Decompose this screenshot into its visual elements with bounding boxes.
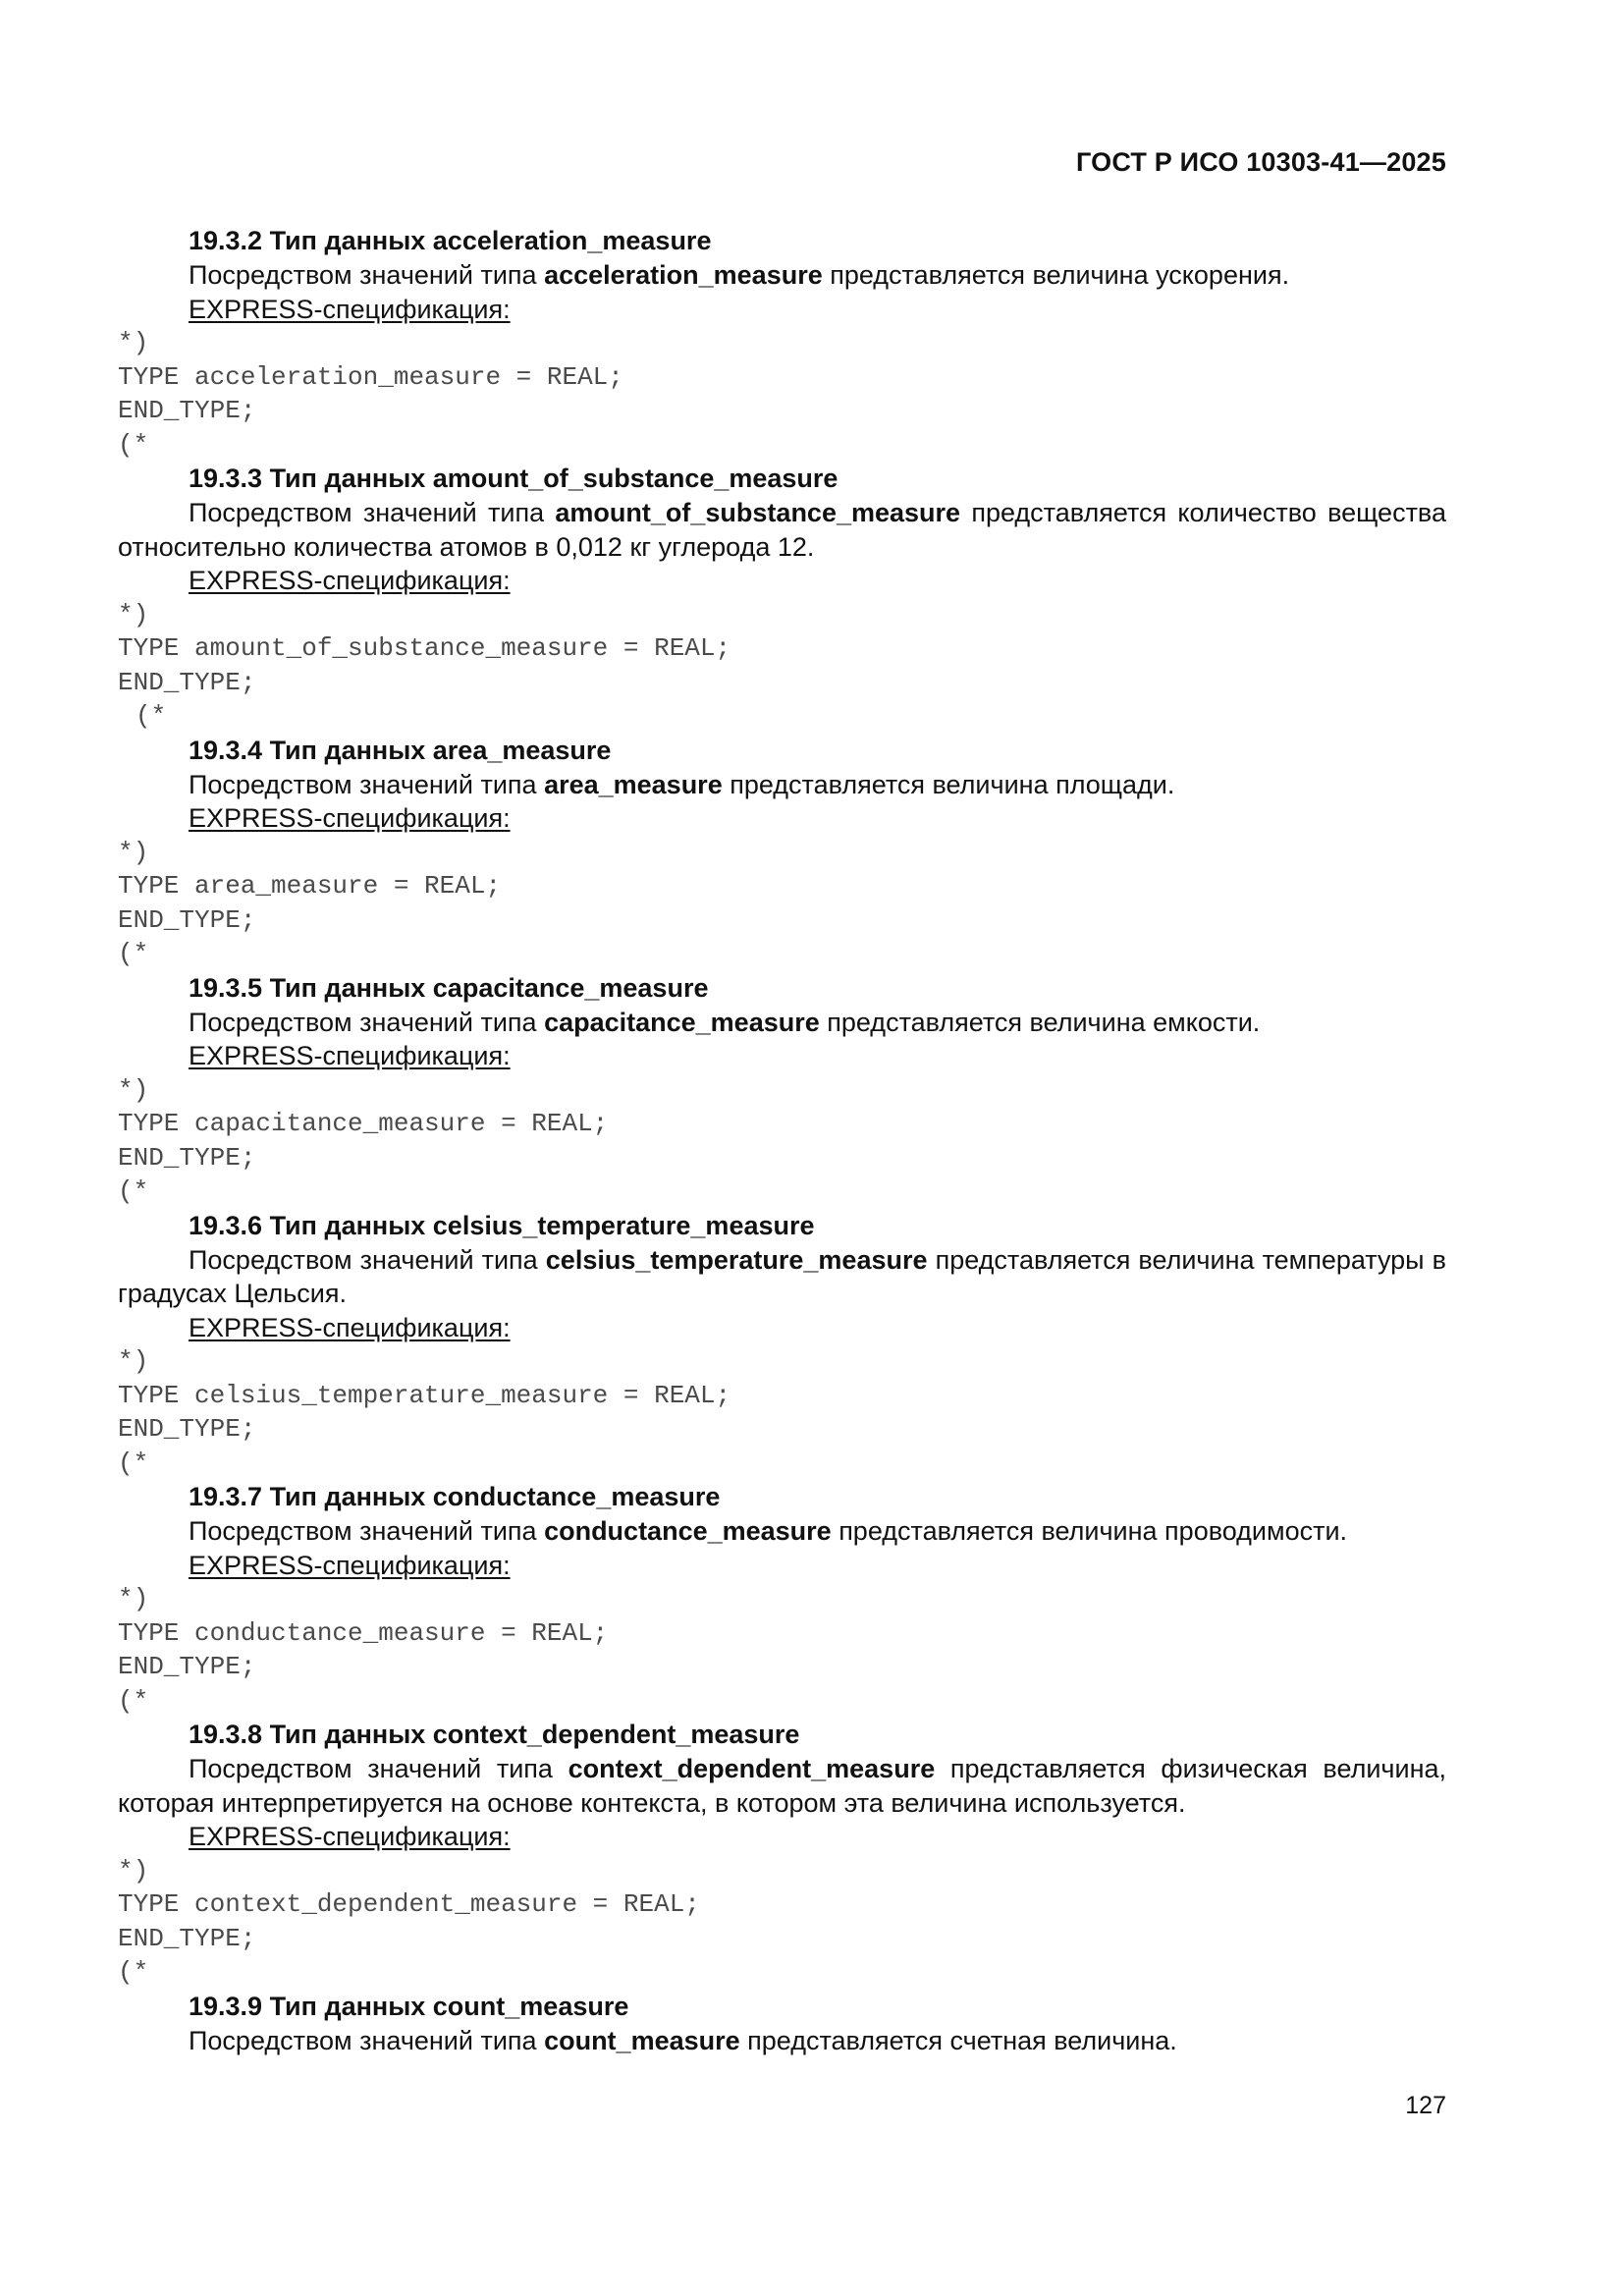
section-description (118, 1006, 1446, 1040)
type-name-bold: count_measure (544, 2025, 740, 2055)
description-text: Посредством значений типа (189, 498, 556, 527)
description-text: Посредством значений типа (189, 2025, 545, 2055)
section-description (118, 768, 1446, 802)
description-text: представляется физическая величина, которая интерпретируется на основе контекста, в котором эта величина используется. (118, 1754, 1446, 1818)
description-text: Посредством значений типа (189, 769, 545, 799)
code-comment-close: *) (118, 599, 149, 629)
section-count-measure (118, 1990, 1446, 2058)
description-text: представляется величина ускорения. (822, 260, 1290, 290)
section-heading: 19.3.4 Тип данных area_measure (189, 735, 612, 765)
code-end-type: END_TYPE; (118, 1923, 256, 1953)
section-heading: 19.3.5 Тип данных capacitance_measure (189, 972, 709, 1003)
type-name-bold: context_dependent_measure (568, 1754, 936, 1783)
description-text: представляется величина проводимости. (831, 1516, 1348, 1546)
code-comment-close: *) (118, 837, 149, 867)
description-text: Посредством значений типа (189, 1754, 568, 1783)
type-name-bold: amount_of_substance_measure (555, 498, 961, 527)
express-spec-label: EXPRESS-спецификация: (189, 1312, 511, 1342)
code-end-type: END_TYPE; (118, 1142, 256, 1173)
page-body (118, 224, 1446, 2057)
code-comment-open: (* (118, 1685, 149, 1716)
type-name-bold: capacitance_measure (544, 1007, 820, 1037)
section-heading: 19.3.2 Тип данных acceleration_measure (189, 226, 712, 255)
section-heading: 19.3.6 Тип данных celsius_temperature_measure (189, 1210, 815, 1240)
section-heading: 19.3.3 Тип данных amount_of_substance_measure (189, 464, 839, 493)
code-type-declaration: TYPE celsius_temperature_measure = REAL; (118, 1380, 731, 1410)
express-spec-label: EXPRESS-спецификация: (189, 1550, 511, 1580)
section-description (118, 2024, 1446, 2058)
code-comment-open: (* (118, 939, 149, 968)
section-description (118, 1243, 1446, 1311)
section-heading: 19.3.9 Тип данных count_measure (189, 1991, 629, 2021)
description-text: представляется величина температуры в градусах Цельсия. (118, 1244, 1446, 1308)
section-description (118, 496, 1446, 564)
code-end-type: END_TYPE; (118, 1414, 256, 1444)
code-end-type: END_TYPE; (118, 396, 256, 425)
code-comment-open: (* (135, 701, 167, 731)
code-comment-open: (* (118, 1176, 149, 1206)
code-type-declaration: TYPE capacitance_measure = REAL; (118, 1109, 609, 1138)
description-text: Посредством значений типа (189, 1007, 545, 1037)
description-text: представляется величина емкости. (819, 1007, 1261, 1037)
page-number: 127 (1405, 2092, 1446, 2119)
description-text: представляется счетная величина. (739, 2025, 1177, 2055)
code-comment-open: (* (118, 1448, 149, 1478)
section-celsius-temperature-measure (118, 1209, 1446, 1481)
express-spec-label: EXPRESS-спецификация: (189, 1041, 511, 1070)
code-comment-close: *) (118, 1855, 149, 1886)
code-end-type: END_TYPE; (118, 1652, 256, 1681)
code-type-declaration: TYPE conductance_measure = REAL; (118, 1617, 609, 1648)
code-comment-close: *) (118, 1074, 149, 1105)
code-type-declaration: TYPE area_measure = REAL; (118, 871, 502, 901)
section-description (118, 1514, 1446, 1549)
code-end-type: END_TYPE; (118, 667, 256, 697)
section-heading: 19.3.7 Тип данных conductance_measure (189, 1482, 721, 1511)
section-context-dependent-measure (118, 1718, 1446, 1990)
section-heading: 19.3.8 Тип данных context_dependent_measure (189, 1720, 800, 1749)
express-spec-label: EXPRESS-спецификация: (189, 294, 511, 324)
type-name-bold: celsius_temperature_measure (545, 1244, 928, 1275)
express-spec-label: EXPRESS-спецификация: (189, 1822, 511, 1851)
type-name-bold: area_measure (544, 769, 723, 799)
section-conductance-measure (118, 1480, 1446, 1718)
description-text: представляется количество вещества относительно количества атомов в 0,012 кг углерода 12. (118, 498, 1446, 562)
section-acceleration-measure (118, 224, 1446, 462)
code-comment-close: *) (118, 1346, 149, 1376)
section-area-measure (118, 734, 1446, 971)
code-comment-open: (* (118, 1957, 149, 1987)
section-description (118, 1752, 1446, 1820)
description-text: Посредством значений типа (189, 260, 545, 290)
code-comment-close: *) (118, 1584, 149, 1613)
code-end-type: END_TYPE; (118, 904, 256, 935)
code-type-declaration: TYPE amount_of_substance_measure = REAL; (118, 633, 731, 663)
description-text: представляется величина площади. (722, 769, 1175, 799)
code-type-declaration: TYPE context_dependent_measure = REAL; (118, 1889, 700, 1919)
code-comment-close: *) (118, 328, 149, 357)
type-name-bold: conductance_measure (544, 1516, 832, 1546)
document-code-header: ГОСТ Р ИСО 10303-41—2025 (1076, 147, 1446, 177)
section-description (118, 258, 1446, 293)
section-capacitance-measure (118, 971, 1446, 1209)
express-spec-label: EXPRESS-спецификация: (189, 803, 511, 833)
express-spec-label: EXPRESS-спецификация: (189, 566, 511, 595)
description-text: Посредством значений типа (189, 1244, 546, 1275)
code-comment-open: (* (118, 429, 149, 460)
type-name-bold: acceleration_measure (544, 260, 823, 290)
code-type-declaration: TYPE acceleration_measure = REAL; (118, 361, 623, 392)
description-text: Посредством значений типа (189, 1516, 545, 1546)
section-amount-of-substance-measure (118, 462, 1446, 734)
